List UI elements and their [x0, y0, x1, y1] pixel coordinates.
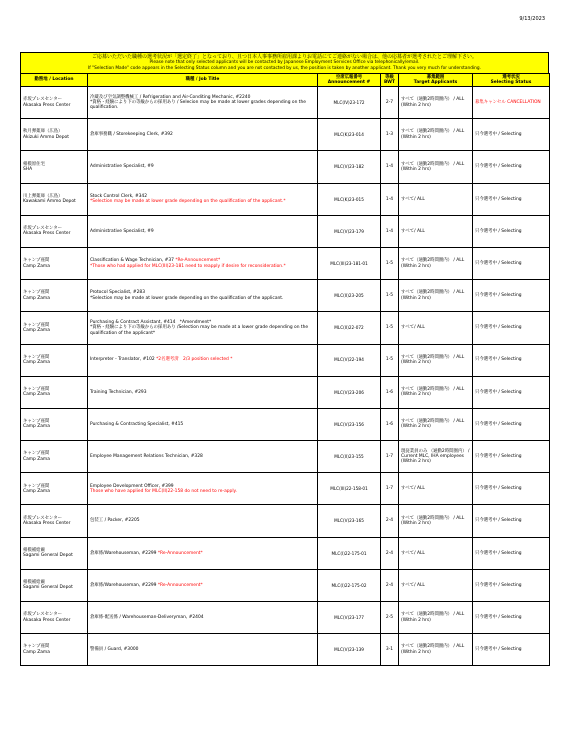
- cell-job-title: [88, 537, 318, 569]
- job-title: 包装工 / Packer, #2205: [90, 518, 140, 524]
- job-title: Purchasing & Contract Assistant, #414 *Amendment*: [90, 319, 212, 325]
- cell-target: すべて（通勤2時間圏内） / ALL (Within 2 hrs): [399, 247, 473, 279]
- cell-bwt: 2-4: [381, 537, 399, 569]
- cell-bwt: 1-5: [381, 344, 399, 376]
- cell-target: すべて（通勤2時間圏内） / ALL (Within 2 hrs): [399, 602, 473, 634]
- table-row: [21, 376, 550, 408]
- table-row: [21, 441, 550, 473]
- notice-line-jp: ご応募いただいた職種の選考状況が「選定終了」となっており、且つ日本人事事務所雇用課よりお電話にてご連絡がない場合は、他の応募者が選考されたとご理解下さい。: [91, 54, 477, 60]
- table-row: [21, 119, 550, 151]
- cell-bwt: 1-6: [381, 408, 399, 440]
- job-title: Stock Control Clerk, #342: [90, 193, 147, 199]
- cell-target: すべて/ ALL: [399, 569, 473, 601]
- cell-announcement: MLC(II)22-072: [318, 312, 381, 344]
- cell-status: 只今選考中 / Selecting: [473, 408, 550, 440]
- cell-target: すべて/ ALL: [399, 312, 473, 344]
- cell-job-title: [88, 569, 318, 601]
- cell-status: 只今選考中 / Selecting: [473, 183, 550, 215]
- cell-announcement: MLC(K)23-014: [318, 119, 381, 151]
- location-en: SHA: [23, 166, 33, 172]
- cell-job-title: [88, 602, 318, 634]
- cell-bwt: 2-7: [381, 87, 399, 119]
- cell-job-title: [88, 247, 318, 279]
- cell-bwt: 1-7: [381, 441, 399, 473]
- cell-announcement: MLC(V)22-194: [318, 344, 381, 376]
- cell-bwt: 1-4: [381, 215, 399, 247]
- cell-announcement: MLC(II)23-205: [318, 280, 381, 312]
- location-en: Sagami General Depot: [23, 553, 73, 559]
- location-jp: キャンプ座間: [23, 322, 50, 328]
- cell-target: すべて（通勤2時間圏内） / ALL (Within 2 hrs): [399, 119, 473, 151]
- cell-location: [21, 312, 88, 344]
- cell-status: 募集キャンセル CANCELLATION: [473, 87, 550, 119]
- job-title-flag: *Re-Announcement*: [157, 582, 203, 588]
- table-row: [21, 505, 550, 537]
- cell-status: 只今選考中 / Selecting: [473, 312, 550, 344]
- location-jp: 相模原住宅: [23, 161, 45, 167]
- location-jp: 赤坂プレスセンター: [23, 515, 63, 521]
- job-note: *Selection may be made at lower grade depending on the qualification of the applicant.: [90, 295, 284, 301]
- job-title: Purchasing & Contracting Specialist, #415: [90, 421, 184, 427]
- cell-status: 只今選考中 / Selecting: [473, 344, 550, 376]
- table-row: [21, 634, 550, 666]
- cell-bwt: 1-5: [381, 247, 399, 279]
- notice-banner: [20, 52, 549, 73]
- location-en: Camp Zama: [23, 649, 50, 655]
- cell-bwt: 1-3: [381, 119, 399, 151]
- cell-location: [21, 87, 88, 119]
- job-title: 倉庫係-配送係 / Warehouseman-Deliveryman, #2404: [90, 614, 204, 620]
- location-jp: 相模補給廠: [23, 547, 45, 553]
- location-en: Camp Zama: [23, 295, 50, 301]
- cell-job-title: [88, 376, 318, 408]
- location-jp: キャンプ座間: [23, 419, 50, 425]
- cell-announcement: MLC(IV)23-172: [318, 87, 381, 119]
- job-title: Classification & Wage Technician, #37: [90, 258, 174, 264]
- cell-job-title: [88, 151, 318, 183]
- cell-location: [21, 569, 88, 601]
- location-en: Akasaka Press Center: [23, 617, 71, 623]
- location-jp: 赤坂プレスセンター: [23, 226, 63, 232]
- job-note-red: *Those who had applied for MLC(III)23-181 need to reapply if desire for reconsideration.*: [90, 263, 286, 269]
- cell-bwt: 3-1: [381, 634, 399, 666]
- cell-status: 只今選考中 / Selecting: [473, 473, 550, 505]
- job-title: 警備員 / Guard, #3000: [90, 647, 139, 653]
- cell-job-title: [88, 183, 318, 215]
- cell-status: 只今選考中 / Selecting: [473, 602, 550, 634]
- header-job-title: 職種 / Job Title: [88, 74, 318, 87]
- job-title: Employee Management Relations Technician, #328: [90, 454, 203, 459]
- cell-job-title: [88, 505, 318, 537]
- cell-location: [21, 441, 88, 473]
- cell-announcement: MLC(V)23-165: [318, 505, 381, 537]
- table-row: [21, 473, 550, 505]
- cell-location: [21, 505, 88, 537]
- header-location: 勤務地 / Location: [21, 74, 88, 87]
- cell-target: すべて（通勤2時間圏内） / ALL (Within 2 hrs): [399, 280, 473, 312]
- cell-location: [21, 183, 88, 215]
- location-en: Camp Zama: [23, 263, 50, 269]
- header-status: 選考状況 Selecting Status: [473, 74, 550, 87]
- cell-announcement: MLC(III)23-181-01: [318, 247, 381, 279]
- cell-job-title: [88, 408, 318, 440]
- cell-location: [21, 408, 88, 440]
- cell-bwt: 1-5: [381, 280, 399, 312]
- cell-target: すべて（通勤2時間圏内） / ALL (Within 2 hrs): [399, 151, 473, 183]
- location-en: Camp Zama: [23, 327, 50, 333]
- cell-target: すべて（通勤2時間圏内） / ALL (Within 2 hrs): [399, 344, 473, 376]
- table-row: [21, 312, 550, 344]
- cell-announcement: MLC(V)23-182: [318, 151, 381, 183]
- cell-status: 只今選考中 / Selecting: [473, 569, 550, 601]
- cell-location: [21, 151, 88, 183]
- cell-announcement: MLC(V)23-139: [318, 634, 381, 666]
- cell-location: [21, 602, 88, 634]
- location-jp: 秋月弾薬庫（広島）: [23, 129, 63, 135]
- table-row: [21, 344, 550, 376]
- location-jp: キャンプ座間: [23, 386, 50, 392]
- location-en: Camp Zama: [23, 488, 50, 494]
- cell-target: すべて/ ALL: [399, 215, 473, 247]
- table-row: [21, 408, 550, 440]
- cell-location: [21, 344, 88, 376]
- header-target: 募集範囲 Target Applicants: [399, 74, 473, 87]
- cell-status: 只今選考中 / Selecting: [473, 634, 550, 666]
- cell-location: [21, 634, 88, 666]
- table-row: [21, 215, 550, 247]
- notice-line-en-2: If "Selection Made" code appears in the Selecting Status column and you are not contacted by us, the position is taken by another applicant. Thank you very much for understanding.: [88, 66, 481, 71]
- header-bwt: 等級 BWT: [381, 74, 399, 87]
- header-announcement: 空席広報番号 Announcement #: [318, 74, 381, 87]
- location-jp: キャンプ座間: [23, 290, 50, 296]
- location-jp: 川上弾薬庫（広島）: [23, 193, 63, 199]
- job-title: Interpreter - Translator, #102: [90, 357, 155, 363]
- location-en: Camp Zama: [23, 392, 50, 398]
- location-jp: キャンプ座間: [23, 644, 50, 650]
- cell-job-title: [88, 344, 318, 376]
- cell-announcement: MLC(V)23-206: [318, 376, 381, 408]
- cell-status: 只今選考中 / Selecting: [473, 280, 550, 312]
- cell-status: 只今選考中 / Selecting: [473, 505, 550, 537]
- cell-location: [21, 215, 88, 247]
- cell-status: 只今選考中 / Selecting: [473, 151, 550, 183]
- cell-job-title: [88, 634, 318, 666]
- job-title: Training Technician, #293: [90, 389, 147, 395]
- job-note-red: *Selection may be made at lower grade depending on the qualification of the applicant.*: [90, 199, 286, 205]
- table-row: [21, 602, 550, 634]
- cell-bwt: 2-4: [381, 569, 399, 601]
- job-table: [20, 73, 550, 666]
- cell-announcement: MLC(I)22-175-02: [318, 569, 381, 601]
- location-en: Camp Zama: [23, 360, 50, 366]
- location-en: Sagami General Depot: [23, 585, 73, 591]
- job-status-sheet: [20, 52, 549, 666]
- location-jp: キャンプ座間: [23, 258, 50, 264]
- table-row: [21, 183, 550, 215]
- job-title: Administrative Specialist, #9: [90, 228, 154, 234]
- table-row: [21, 87, 550, 119]
- location-en: Akasaka Press Center: [23, 521, 71, 527]
- notice-line-en: Please note that only selected applicants will be contacted by Japanese Employment Services Office via telephonically/email.: [149, 60, 420, 65]
- table-header-row: [21, 74, 550, 87]
- cell-location: [21, 537, 88, 569]
- cell-target: すべて（通勤2時間圏内） / ALL (Within 2 hrs): [399, 634, 473, 666]
- cell-location: [21, 473, 88, 505]
- table-row: [21, 569, 550, 601]
- job-title: Employee Development Officer, #399: [90, 483, 174, 489]
- cell-status: 只今選考中 / Selecting: [473, 537, 550, 569]
- job-title: 倉庫係/Warehouseman, #2299: [90, 550, 157, 556]
- job-title: 倉庫事務職 / Storekeeping Clerk, #392: [90, 132, 173, 138]
- cell-target: 現従業員のみ （通勤2時間圏内） / Current MLC, IHA employees (Within 2 hrs): [399, 441, 473, 473]
- cell-target: すべて（通勤2時間圏内） / ALL (Within 2 hrs): [399, 87, 473, 119]
- location-jp: 赤坂プレスセンター: [23, 612, 63, 618]
- cell-announcement: MLC(III)22-158-01: [318, 473, 381, 505]
- cell-job-title: [88, 87, 318, 119]
- cell-bwt: 2-4: [381, 505, 399, 537]
- cell-bwt: 1-6: [381, 376, 399, 408]
- job-title-flag: *Re-Announcement*: [157, 550, 203, 556]
- cell-status: 只今選考中 / Selecting: [473, 119, 550, 151]
- location-en: Camp Zama: [23, 424, 50, 430]
- table-body: [21, 87, 550, 666]
- cell-target: すべて/ ALL: [399, 473, 473, 505]
- location-en: Kawakami Ammo Depot: [23, 199, 76, 205]
- job-title: 冷蔵及び空気調整機械工 / Refrigeration and Air-Conditing Mechanic, #2240: [90, 94, 251, 100]
- cell-status: 只今選考中 / Selecting: [473, 215, 550, 247]
- job-title-flag: *Re-Announcement*: [175, 258, 221, 264]
- cell-announcement: MLC(K)23-015: [318, 183, 381, 215]
- cell-target: すべて（通勤2時間圏内） / ALL (Within 2 hrs): [399, 505, 473, 537]
- cell-announcement: MLC(V)23-177: [318, 602, 381, 634]
- job-note: *資格・経験により下の等級からの採用あり /Selection may be made at a lower grade depending on the qualification of the applicant*: [90, 325, 309, 336]
- table-row: [21, 247, 550, 279]
- job-title: Administrative Specialist, #9: [90, 164, 154, 170]
- table-row: [21, 280, 550, 312]
- location-jp: 相模補給廠: [23, 580, 45, 586]
- cell-bwt: 1-7: [381, 473, 399, 505]
- location-jp: 赤坂プレスセンター: [23, 97, 63, 103]
- cell-target: すべて（通勤2時間圏内） / ALL (Within 2 hrs): [399, 408, 473, 440]
- location-jp: キャンプ座間: [23, 483, 50, 489]
- job-title: Protocol Specialist, #283: [90, 290, 145, 296]
- job-title: 倉庫係/Warehouseman, #2299: [90, 582, 157, 588]
- job-note: *資格・経験により下の等級からの採用あり / Selecion may be made at lower grades depending on the qualification.: [90, 99, 306, 111]
- cell-location: [21, 247, 88, 279]
- job-note-red: Those who have applied for MLC(II)22-158 do not need to re-apply.: [90, 488, 237, 494]
- location-en: Akizuki Ammo Depot: [23, 134, 69, 140]
- cell-announcement: MLC(I)22-175-01: [318, 537, 381, 569]
- cell-status: 只今選考中 / Selecting: [473, 441, 550, 473]
- cell-job-title: [88, 119, 318, 151]
- table-row: [21, 537, 550, 569]
- cell-location: [21, 119, 88, 151]
- cell-bwt: 1-4: [381, 151, 399, 183]
- cell-status: 只今選考中 / Selecting: [473, 376, 550, 408]
- location-en: Camp Zama: [23, 456, 50, 462]
- location-en: Akasaka Press Center: [23, 231, 71, 237]
- location-jp: キャンプ座間: [23, 451, 50, 457]
- cell-bwt: 2-5: [381, 602, 399, 634]
- location-en: Akasaka Press Center: [23, 102, 71, 108]
- cell-status: 只今選考中 / Selecting: [473, 247, 550, 279]
- cell-job-title: [88, 215, 318, 247]
- cell-target: すべて/ ALL: [399, 537, 473, 569]
- cell-target: すべて（通勤2時間圏内） / ALL (Within 2 hrs): [399, 376, 473, 408]
- cell-announcement: MLC(V)23-179: [318, 215, 381, 247]
- cell-job-title: [88, 441, 318, 473]
- cell-bwt: 1-4: [381, 183, 399, 215]
- report-date: 9/13/2023: [519, 16, 545, 22]
- cell-location: [21, 280, 88, 312]
- cell-job-title: [88, 312, 318, 344]
- job-title-flag: *2名選考済 2/3 position selected *: [156, 357, 233, 363]
- cell-announcement: MLC(V)23-156: [318, 408, 381, 440]
- location-jp: キャンプ座間: [23, 354, 50, 360]
- cell-announcement: MLC(II)23-155: [318, 441, 381, 473]
- cell-job-title: [88, 280, 318, 312]
- cell-job-title: [88, 473, 318, 505]
- cell-bwt: 1-5: [381, 312, 399, 344]
- cell-location: [21, 376, 88, 408]
- table-row: [21, 151, 550, 183]
- cell-target: すべて/ ALL: [399, 183, 473, 215]
